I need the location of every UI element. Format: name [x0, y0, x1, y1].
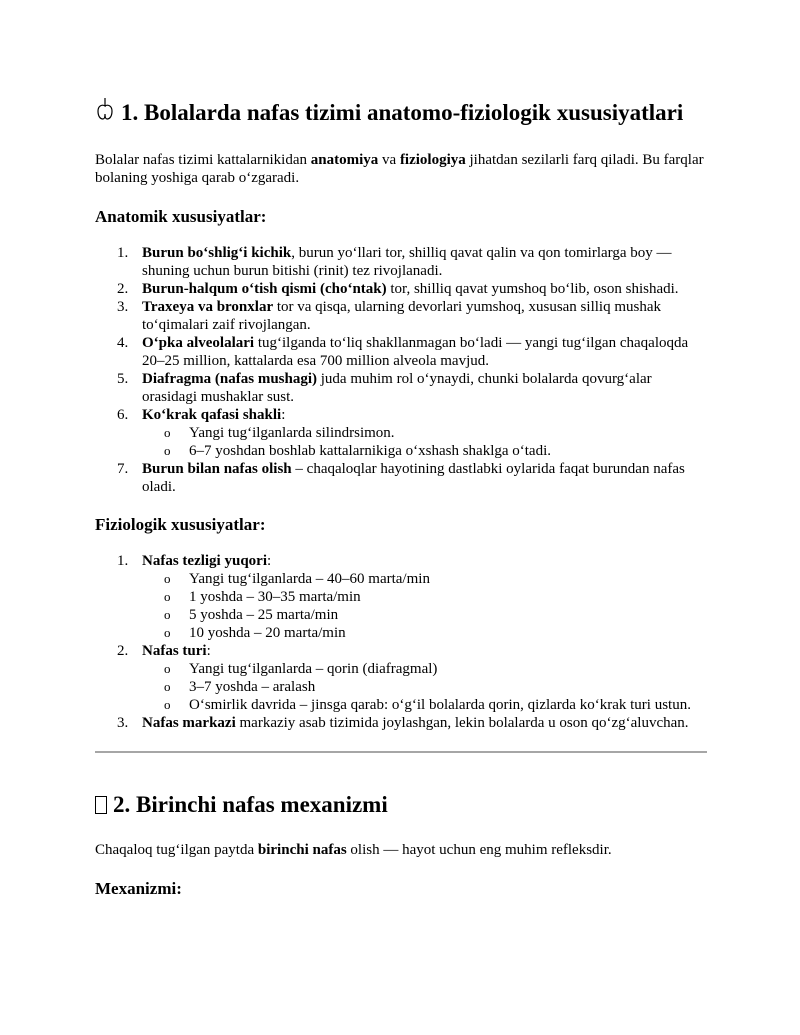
list-item-bold: Ko‘krak qafasi shakli	[142, 407, 282, 423]
list-item-text: tug‘ilganda to‘liq shakllanmagan bo‘ladi — yangi tug‘ilgan chaqaloqda 20–25 million, kattalarda esa 700 million alveola mavjud.	[142, 335, 689, 369]
mexanizm-heading: Mexanizmi:	[95, 879, 182, 898]
list-item-number: 5.	[117, 371, 129, 387]
list-item-bold: Burun bilan nafas olish	[142, 461, 292, 477]
circle-bullet-icon: o	[164, 571, 171, 586]
list-item	[95, 460, 707, 496]
section1-title	[95, 96, 707, 130]
list-item-text: – chaqaloqlar hayotining dastlabki oylarida faqat burundan nafas oladi.	[142, 461, 685, 495]
sub-list-item	[142, 606, 707, 624]
list-item-number: 1.	[117, 245, 129, 261]
list-item-text: markaziy asab tizimida joylashgan, lekin bolalarda u oson qo‘zg‘aluvchan.	[235, 715, 689, 731]
sub-list-item-text: Yangi tug‘ilganlarda – qorin (diafragmal)	[189, 661, 438, 677]
circle-bullet-icon: o	[164, 679, 171, 694]
lung-icon	[95, 96, 115, 130]
sub-list-item-text: 5 yoshda – 25 marta/min	[189, 607, 339, 623]
sub-list-item-text: 6–7 yoshdan boshlab kattalarnikiga o‘xshash shaklga o‘tadi.	[189, 443, 552, 459]
list-item-number: 7.	[117, 461, 129, 477]
list-item-bold: O‘pka alveolalari	[142, 335, 255, 351]
list-item	[95, 280, 707, 298]
list-item-bold: Diafragma (nafas mushagi)	[142, 371, 317, 387]
sub-list-item-text: O‘smirlik davrida – jinsga qarab: o‘g‘il bolalarda qorin, qizlarda ko‘krak turi ustun.	[189, 697, 691, 713]
list-item-number: 4.	[117, 335, 129, 351]
list-item	[95, 642, 707, 714]
list-item-text: , burun yo‘llari tor, shilliq qavat qalin va qon tomirlarga boy — shuning uchun burun bitishi (rinit) tez rivojlanadi.	[142, 245, 672, 279]
circle-bullet-icon: o	[164, 697, 171, 712]
list-item-number: 2.	[117, 643, 129, 659]
sub-list-item-text: 1 yoshda – 30–35 marta/min	[189, 589, 361, 605]
list-item-text: :	[267, 553, 272, 569]
list-item-number: 2.	[117, 281, 129, 297]
list-item	[95, 298, 707, 334]
circle-bullet-icon: o	[164, 607, 171, 622]
fiziologik-heading: Fiziologik xususiyatlar:	[95, 515, 266, 534]
sub-list-item	[142, 678, 707, 696]
list-item	[95, 370, 707, 406]
sub-list-item	[142, 624, 707, 642]
list-item-text: :	[281, 407, 286, 423]
sub-list-item-text: Yangi tug‘ilganlarda silindrsimon.	[189, 425, 395, 441]
section2-intro: Chaqaloq tug‘ilgan paytda birinchi nafas olish — hayot uchun eng muhim refleksdir.	[95, 842, 612, 858]
list-item-text: tor va qisqa, ularning devorlari yumshoq, xususan silliq mushak to‘qimalari zaif rivojlangan.	[142, 299, 661, 333]
list-item	[95, 552, 707, 642]
list-item	[95, 244, 707, 280]
list-item-number: 6.	[117, 407, 129, 423]
list-item-text: tor, shilliq qavat yumshoq bo‘lib, oson shishadi.	[386, 281, 679, 297]
circle-bullet-icon: o	[164, 443, 171, 458]
sub-list	[142, 424, 707, 460]
list-item-bold: Nafas markazi	[142, 715, 236, 731]
list-item-bold: Nafas turi	[142, 643, 207, 659]
list-item-number: 1.	[117, 553, 129, 569]
list-item-number: 3.	[117, 715, 129, 731]
section1-intro: Bolalar nafas tizimi kattalarnikidan anatomiya va fiziologiya jihatdan sezilarli farq qiladi. Bu farqlar bolaning yoshiga qarab o‘zgaradi.	[95, 152, 704, 186]
anatomik-list	[95, 244, 707, 496]
circle-bullet-icon: o	[164, 661, 171, 676]
sub-list-item	[142, 570, 707, 588]
sub-list-item	[142, 442, 707, 460]
list-item-bold: Burun-halqum o‘tish qismi (cho‘ntak)	[142, 281, 387, 297]
list-item	[95, 406, 707, 460]
sub-list-item-text: Yangi tug‘ilganlarda – 40–60 marta/min	[189, 571, 430, 587]
section2-title	[95, 790, 707, 820]
sub-list-item	[142, 696, 707, 714]
section2-title-text: 2. Birinchi nafas mexanizmi	[113, 792, 388, 817]
fiziologik-list	[95, 552, 707, 732]
circle-bullet-icon: o	[164, 589, 171, 604]
list-item-bold: Traxeya va bronxlar	[142, 299, 274, 315]
list-item-number: 3.	[117, 299, 129, 315]
sub-list-item-text: 3–7 yoshda – aralash	[189, 679, 316, 695]
list-item-bold: Burun bo‘shlig‘i kichik	[142, 245, 292, 261]
list-item-text: :	[206, 643, 211, 659]
missing-glyph-icon	[95, 796, 107, 814]
section-divider	[95, 751, 707, 753]
anatomik-heading: Anatomik xususiyatlar:	[95, 207, 267, 226]
list-item-text: juda muhim rol o‘ynaydi, chunki bolalarda qovurg‘alar orasidagi mushaklar sust.	[142, 371, 652, 405]
sub-list-item	[142, 424, 707, 442]
sub-list-item	[142, 588, 707, 606]
sub-list	[142, 570, 707, 642]
section1-title-text: 1. Bolalarda nafas tizimi anatomo-fiziologik xususiyatlari	[121, 100, 684, 125]
document-page	[95, 96, 707, 899]
sub-list-item-text: 10 yoshda – 20 marta/min	[189, 625, 346, 641]
list-item	[95, 714, 707, 732]
list-item	[95, 334, 707, 370]
sub-list-item	[142, 660, 707, 678]
circle-bullet-icon: o	[164, 625, 171, 640]
list-item-bold: Nafas tezligi yuqori	[142, 553, 267, 569]
sub-list	[142, 660, 707, 714]
circle-bullet-icon: o	[164, 425, 171, 440]
